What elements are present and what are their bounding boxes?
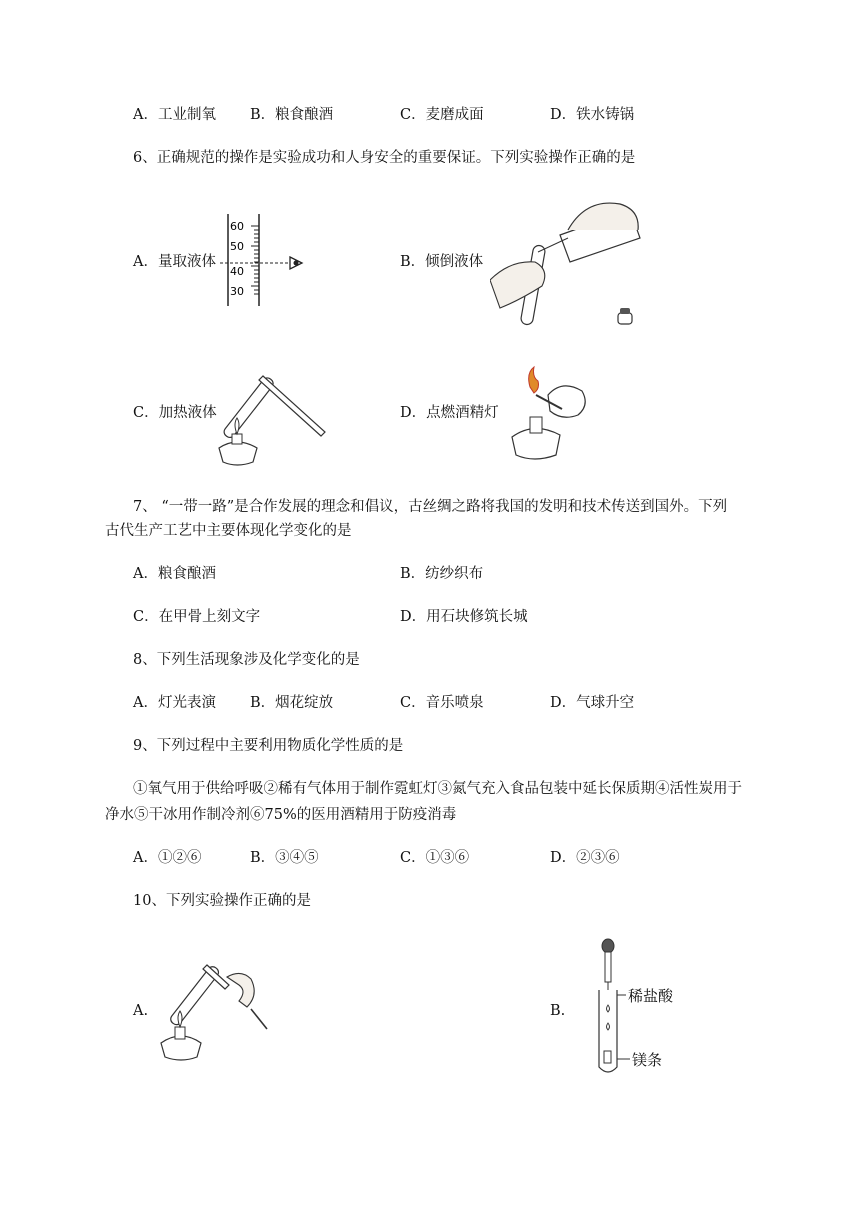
q6-option-c: C．加热液体 — [133, 405, 217, 421]
q6-stem: 6、正确规范的操作是实验成功和人身安全的重要保证。下列实验操作正确的是 — [133, 150, 636, 166]
tick-50: 50 — [230, 240, 244, 253]
dropper-test-tube-figure — [590, 935, 700, 1080]
q10-option-b: B. — [550, 1003, 566, 1019]
tick-40: 40 — [230, 265, 244, 278]
tick-30: 30 — [230, 285, 244, 298]
q8-option-d: D．气球升空 — [550, 695, 635, 711]
q9-stem: 9、下列过程中主要利用物质化学性质的是 — [133, 738, 404, 754]
lighting-alcohol-lamp-figure — [500, 365, 600, 465]
q5-option-a: A．工业制氧 — [133, 107, 216, 123]
q10-option-a: A. — [133, 1003, 149, 1019]
q8-option-c: C．音乐喷泉 — [400, 695, 484, 711]
q7-option-b: B．纺纱织布 — [400, 566, 484, 582]
q9-option-a: A．①②⑥ — [133, 850, 202, 866]
q5-option-b: B．粮食酿酒 — [250, 107, 334, 123]
q9-option-d: D．②③⑥ — [550, 850, 620, 866]
q6-option-a: A．量取液体 — [133, 254, 216, 270]
q9-option-c: C．①③⑥ — [400, 850, 470, 866]
hand-icon — [227, 973, 254, 1007]
tick-60: 60 — [230, 220, 244, 233]
q8-option-b: B．烟花绽放 — [250, 695, 334, 711]
q7-option-c: C．在甲骨上刻文字 — [133, 609, 261, 625]
q8-option-a: A．灯光表演 — [133, 695, 216, 711]
q9-option-b: B．③④⑤ — [250, 850, 319, 866]
graduated-cylinder-figure — [218, 212, 318, 308]
q6-option-d: D．点燃酒精灯 — [400, 405, 499, 421]
pouring-liquid-figure — [490, 190, 650, 330]
q7-option-d: D．用石块修筑长城 — [400, 609, 528, 625]
q10-stem: 10、下列实验操作正确的是 — [133, 893, 311, 909]
q5-option-c: C．麦磨成面 — [400, 107, 484, 123]
flame-icon — [529, 367, 539, 393]
heating-liquid-figure — [213, 362, 333, 470]
q9-body-line2: 净水⑤干冰用作制冷剂⑥75%的医用酒精用于防疫消毒 — [105, 807, 457, 823]
q5-option-d: D．铁水铸锅 — [550, 107, 635, 123]
q6-option-b: B．倾倒液体 — [400, 254, 484, 270]
bottle-stopper-icon — [618, 313, 632, 324]
dilute-hcl-label: 稀盐酸 — [628, 987, 674, 1005]
heating-test-tube-figure — [155, 955, 275, 1065]
q8-stem: 8、下列生活现象涉及化学变化的是 — [133, 652, 360, 668]
q7-stem-line2: 古代生产工艺中主要体现化学变化的是 — [105, 523, 352, 539]
magnesium-strip-label: 镁条 — [632, 1051, 663, 1069]
q9-body-line1: ①氧气用于供给呼吸②稀有气体用于制作霓虹灯③氮气充入食品包装中延长保质期④活性炭用于 — [133, 781, 742, 797]
q7-stem-line1: 7、 “一带一路”是合作发展的理念和倡议，古丝绸之路将我国的发明和技术传送到国外。下列 — [133, 499, 728, 515]
dropper-bulb-icon — [602, 939, 614, 953]
q7-option-a: A．粮食酿酒 — [133, 566, 216, 582]
